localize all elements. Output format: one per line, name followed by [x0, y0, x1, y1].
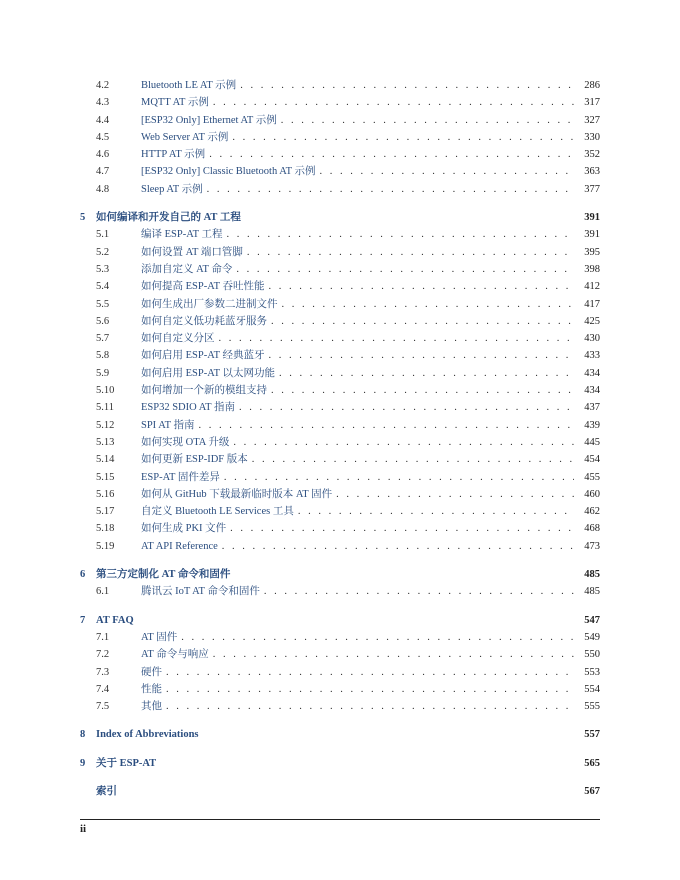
dot-leader — [226, 226, 574, 243]
dot-leader — [281, 112, 574, 129]
toc-section-entry[interactable] — [80, 503, 600, 520]
toc-entry-page: 430 — [584, 333, 600, 345]
toc-entry-page: 417 — [584, 298, 600, 310]
toc-section-entry[interactable] — [80, 330, 600, 347]
toc-section-entry[interactable] — [80, 112, 600, 129]
toc-section-entry[interactable] — [80, 646, 600, 663]
toc-entry-page: 567 — [584, 785, 600, 797]
toc-entry-title[interactable]: AT 固件 — [141, 631, 178, 643]
footer-divider — [80, 819, 600, 820]
toc-entry-page: 425 — [584, 315, 600, 327]
toc-entry-title[interactable]: 硬件 — [141, 666, 162, 678]
dot-leader — [222, 538, 574, 555]
toc-entry-title[interactable]: Bluetooth LE AT 示例 — [141, 80, 237, 91]
toc-entry-title[interactable]: Sleep AT 示例 — [141, 183, 203, 195]
toc-entry-number: 7.1 — [96, 631, 110, 643]
dot-leader — [207, 181, 574, 198]
dot-leader — [233, 434, 574, 451]
toc-entry-title[interactable]: 如何更新 ESP-IDF 版本 — [141, 454, 248, 466]
toc-entry-page: 363 — [584, 166, 600, 178]
toc-section-entry[interactable] — [80, 94, 600, 111]
toc-entry-page: 565 — [584, 757, 600, 769]
toc-entry-page: 462 — [584, 506, 600, 518]
toc-entry-title[interactable]: 其他 — [141, 701, 162, 713]
toc-entry-page: 439 — [584, 419, 600, 431]
toc-section-entry[interactable] — [80, 77, 600, 94]
toc-entry-number: 5.9 — [96, 367, 110, 379]
toc-entry-page: 434 — [584, 385, 600, 397]
dot-leader — [236, 261, 574, 278]
toc-entry-number: 5.7 — [96, 333, 110, 345]
toc-section-entry[interactable] — [80, 129, 600, 146]
toc-entry-title[interactable]: Index of Abbreviations — [96, 729, 199, 741]
toc-section-entry[interactable] — [80, 681, 600, 698]
toc-entry-title[interactable]: ESP-AT 固件差异 — [141, 471, 220, 483]
toc-section-entry[interactable] — [80, 469, 600, 486]
toc-entry-title[interactable]: SPI AT 指南 — [141, 419, 195, 431]
dot-leader — [232, 129, 574, 146]
toc-entry-number: 5.12 — [96, 419, 115, 431]
toc-entry-title[interactable]: 如何提高 ESP-AT 吞吐性能 — [141, 281, 265, 293]
toc-entry-page: 445 — [584, 436, 600, 448]
toc-entry-number: 6 — [80, 569, 86, 581]
toc-entry-number: 4.2 — [96, 80, 110, 91]
toc-entry-title[interactable]: 如何生成出厂参数二进制文件 — [141, 298, 278, 310]
toc-entry-page: 554 — [584, 683, 600, 695]
toc-section-entry[interactable] — [80, 278, 600, 295]
toc-entry-number: 7.5 — [96, 701, 110, 713]
toc-entry-page: 433 — [584, 350, 600, 362]
toc-entry-number: 5.13 — [96, 436, 115, 448]
toc-entry-number: 7.4 — [96, 683, 110, 695]
footer-page-number: ii — [80, 823, 87, 835]
dot-leader — [240, 77, 574, 94]
toc-entry-number: 5.2 — [96, 246, 110, 258]
toc-entry-page: 473 — [584, 540, 600, 552]
dot-leader — [213, 94, 574, 111]
toc-chapter-entry[interactable] — [80, 783, 600, 800]
toc-entry-title[interactable]: 腾讯云 IoT AT 命令和固件 — [141, 586, 260, 598]
toc-entry-number: 5.14 — [96, 454, 115, 466]
toc-entry-number: 4.5 — [96, 131, 110, 143]
toc-entry-number: 7.3 — [96, 666, 110, 678]
toc-entry-title[interactable]: AT API Reference — [141, 540, 218, 552]
toc-entry-page: 395 — [584, 246, 600, 258]
toc-entry-title[interactable]: 如何实现 OTA 升级 — [141, 436, 230, 448]
toc-entry-number: 5.19 — [96, 540, 115, 552]
dot-leader — [209, 146, 574, 163]
toc-section-entry[interactable] — [80, 520, 600, 537]
toc-entry-page: 547 — [584, 614, 600, 626]
toc-entry-title[interactable]: 如何自定义低功耗蓝牙服务 — [141, 315, 267, 327]
toc-section-entry[interactable] — [80, 698, 600, 715]
toc-entry-page: 286 — [584, 80, 600, 91]
toc-entry-title[interactable]: [ESP32 Only] Ethernet AT 示例 — [141, 114, 277, 126]
toc-entry-number: 4.7 — [96, 166, 110, 178]
toc-entry-number: 5.3 — [96, 263, 110, 275]
toc-section-entry[interactable] — [80, 347, 600, 364]
toc-entry-title[interactable]: 添加自定义 AT 命令 — [141, 263, 233, 275]
toc-entry-title[interactable]: 如何启用 ESP-AT 经典蓝牙 — [141, 350, 265, 362]
toc-entry-page: 434 — [584, 367, 600, 379]
toc-section-entry[interactable] — [80, 244, 600, 261]
dot-leader — [181, 629, 574, 646]
toc-chapter-entry[interactable] — [80, 726, 600, 743]
toc-entry-title[interactable]: 如何增加一个新的模组支持 — [141, 385, 267, 397]
toc-section-entry[interactable] — [80, 399, 600, 416]
toc-entry-page: 317 — [584, 97, 600, 109]
toc-entry-number: 5.1 — [96, 229, 110, 241]
dot-leader — [271, 313, 574, 330]
toc-entry-title[interactable]: 自定义 Bluetooth LE Services 工具 — [141, 506, 294, 518]
dot-leader — [230, 520, 574, 537]
toc-entry-title[interactable]: 如何设置 AT 端口管脚 — [141, 246, 243, 258]
toc-entry-number: 5.6 — [96, 315, 110, 327]
toc-entry-title[interactable]: 编译 ESP-AT 工程 — [141, 229, 223, 241]
dot-leader — [239, 399, 574, 416]
toc-section-entry[interactable] — [80, 181, 600, 198]
toc-entry-page: 377 — [584, 183, 600, 195]
toc-section-entry[interactable] — [80, 486, 600, 503]
toc-chapter-entry[interactable] — [80, 612, 600, 629]
toc-section-entry[interactable] — [80, 629, 600, 646]
toc-entry-page: 485 — [584, 569, 600, 581]
table-of-contents — [80, 77, 600, 800]
dot-leader — [320, 163, 574, 180]
toc-section-entry[interactable] — [80, 451, 600, 468]
toc-entry-title[interactable]: 如何生成 PKI 文件 — [141, 523, 227, 535]
toc-entry-title[interactable]: 如何从 GitHub 下载最新临时版本 AT 固件 — [141, 488, 333, 500]
toc-entry-page: 555 — [584, 701, 600, 713]
toc-section-entry[interactable] — [80, 434, 600, 451]
toc-entry-number: 4.4 — [96, 114, 110, 126]
toc-entry-page: 327 — [584, 114, 600, 126]
toc-entry-number: 5.8 — [96, 350, 110, 362]
dot-leader — [219, 330, 575, 347]
toc-entry-title[interactable]: 如何编译和开发自己的 AT 工程 — [96, 212, 241, 224]
dot-leader — [264, 583, 574, 600]
dot-leader — [166, 698, 574, 715]
toc-entry-page: 557 — [584, 729, 600, 741]
toc-entry-number: 6.1 — [96, 586, 110, 598]
toc-entry-title[interactable]: 索引 — [96, 785, 117, 797]
toc-section-entry[interactable] — [80, 296, 600, 313]
dot-leader — [252, 451, 574, 468]
toc-section-entry[interactable] — [80, 261, 600, 278]
toc-section-entry[interactable] — [80, 365, 600, 382]
toc-entry-number: 7 — [80, 614, 86, 626]
toc-section-entry[interactable] — [80, 226, 600, 243]
dot-leader — [271, 382, 574, 399]
toc-entry-page: 550 — [584, 649, 600, 661]
toc-entry-page: 468 — [584, 523, 600, 535]
toc-entry-title[interactable]: 关于 ESP-AT — [96, 757, 157, 769]
toc-section-entry[interactable] — [80, 313, 600, 330]
toc-entry-title[interactable]: Web Server AT 示例 — [141, 131, 229, 143]
toc-section-entry[interactable] — [80, 382, 600, 399]
toc-entry-page: 352 — [584, 149, 600, 161]
toc-entry-page: 412 — [584, 281, 600, 293]
toc-entry-number: 5.17 — [96, 506, 115, 518]
toc-entry-number: 5.16 — [96, 488, 115, 500]
toc-section-entry[interactable] — [80, 417, 600, 434]
toc-entry-number: 5.18 — [96, 523, 115, 535]
toc-entry-number: 5.11 — [96, 402, 114, 414]
toc-entry-page: 455 — [584, 471, 600, 483]
toc-entry-number: 5 — [80, 212, 86, 224]
toc-entry-title[interactable]: 如何自定义分区 — [141, 333, 215, 345]
toc-entry-title[interactable]: AT 命令与响应 — [141, 649, 209, 661]
toc-entry-number: 8 — [80, 729, 86, 741]
toc-entry-number: 5.10 — [96, 385, 115, 397]
toc-entry-page: 398 — [584, 263, 600, 275]
toc-entry-number: 7.2 — [96, 649, 110, 661]
toc-section-entry[interactable] — [80, 146, 600, 163]
dot-leader — [166, 664, 574, 681]
toc-entry-page: 460 — [584, 488, 600, 500]
toc-entry-title[interactable]: 如何启用 ESP-AT 以太网功能 — [141, 367, 275, 379]
toc-entry-title[interactable]: AT FAQ — [96, 614, 134, 626]
toc-entry-number: 5.15 — [96, 471, 115, 483]
dot-leader — [336, 486, 574, 503]
toc-entry-title[interactable]: 第三方定制化 AT 命令和固件 — [96, 569, 231, 581]
toc-entry-page: 549 — [584, 631, 600, 643]
dot-leader — [213, 646, 574, 663]
toc-entry-title[interactable]: ESP32 SDIO AT 指南 — [141, 402, 236, 414]
toc-chapter-entry[interactable] — [80, 566, 600, 583]
toc-entry-title[interactable]: MQTT AT 示例 — [141, 97, 209, 109]
toc-entry-number: 4.3 — [96, 97, 110, 109]
toc-entry-page: 391 — [584, 229, 600, 241]
dot-leader — [268, 347, 574, 364]
toc-entry-page: 437 — [584, 402, 600, 414]
toc-entry-number: 5.4 — [96, 281, 110, 293]
dot-leader — [166, 681, 574, 698]
toc-entry-title[interactable]: [ESP32 Only] Classic Bluetooth AT 示例 — [141, 166, 316, 178]
toc-entry-title[interactable]: HTTP AT 示例 — [141, 149, 206, 161]
dot-leader — [247, 244, 574, 261]
toc-entry-page: 391 — [584, 212, 600, 224]
toc-section-entry[interactable] — [80, 163, 600, 180]
dot-leader — [199, 417, 575, 434]
toc-entry-number: 4.8 — [96, 183, 110, 195]
dot-leader — [298, 503, 574, 520]
dot-leader — [268, 278, 574, 295]
toc-entry-page: 330 — [584, 131, 600, 143]
toc-section-entry[interactable] — [80, 664, 600, 681]
toc-entry-number: 5.5 — [96, 298, 110, 310]
toc-chapter-entry[interactable] — [80, 755, 600, 772]
dot-leader — [282, 296, 575, 313]
toc-entry-page: 553 — [584, 666, 600, 678]
toc-section-entry[interactable] — [80, 583, 600, 600]
dot-leader — [224, 469, 574, 486]
toc-entry-page: 454 — [584, 454, 600, 466]
dot-leader — [279, 365, 574, 382]
toc-section-entry[interactable] — [80, 538, 600, 555]
toc-entry-number: 4.6 — [96, 149, 110, 161]
toc-entry-number: 9 — [80, 757, 86, 769]
toc-chapter-entry[interactable] — [80, 209, 600, 226]
toc-entry-page: 485 — [584, 586, 600, 598]
toc-entry-title[interactable]: 性能 — [141, 683, 162, 695]
